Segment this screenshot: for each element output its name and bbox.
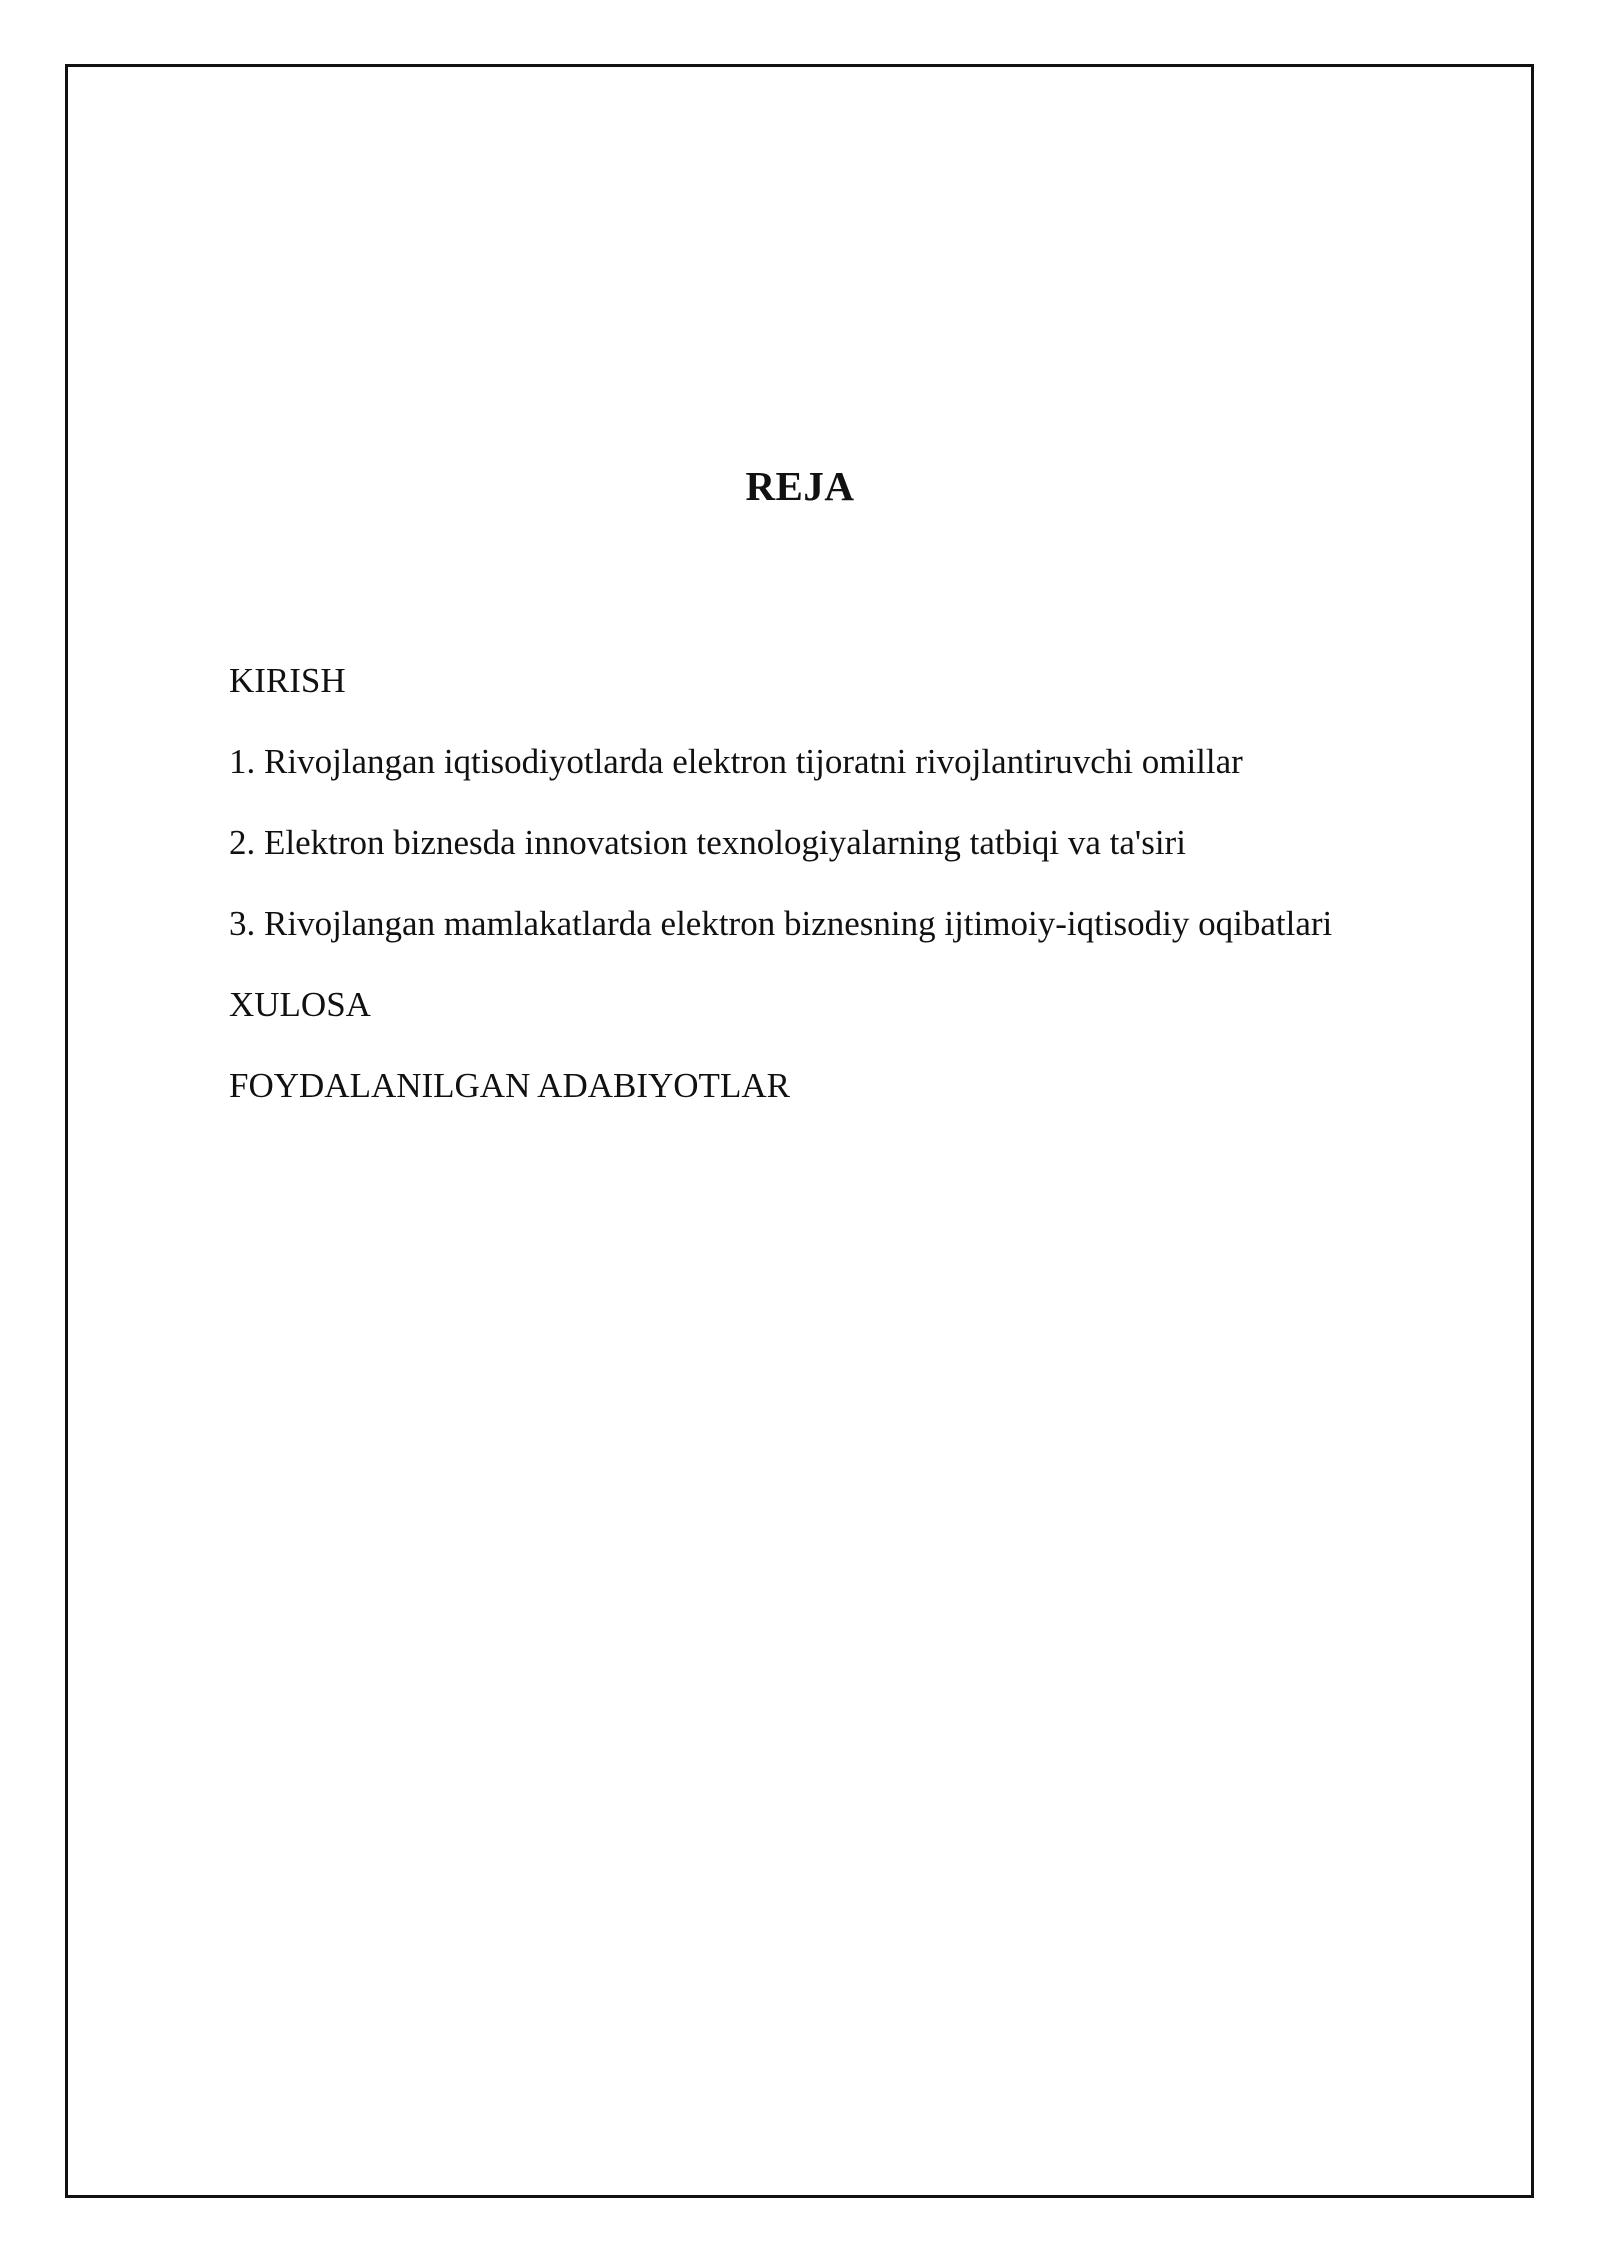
toc-item-section-2: 2. Elektron biznesda innovatsion texnologiyalarning tatbiqi va ta'siri — [229, 823, 1186, 862]
page-border — [65, 64, 1534, 2198]
table-of-contents — [229, 640, 1332, 1126]
toc-item-introduction: KIRISH — [229, 661, 346, 700]
toc-item-references: FOYDALANILGAN ADABIYOTLAR — [229, 1066, 790, 1105]
toc-item-conclusion: XULOSA — [229, 985, 371, 1024]
page-title: REJA — [745, 463, 855, 509]
toc-item-section-3: 3. Rivojlangan mamlakatlarda elektron biznesning ijtimoiy-iqtisodiy oqibatlari — [229, 904, 1333, 943]
toc-item-section-1: 1. Rivojlangan iqtisodiyotlarda elektron tijoratni rivojlantiruvchi omillar — [229, 742, 1243, 781]
